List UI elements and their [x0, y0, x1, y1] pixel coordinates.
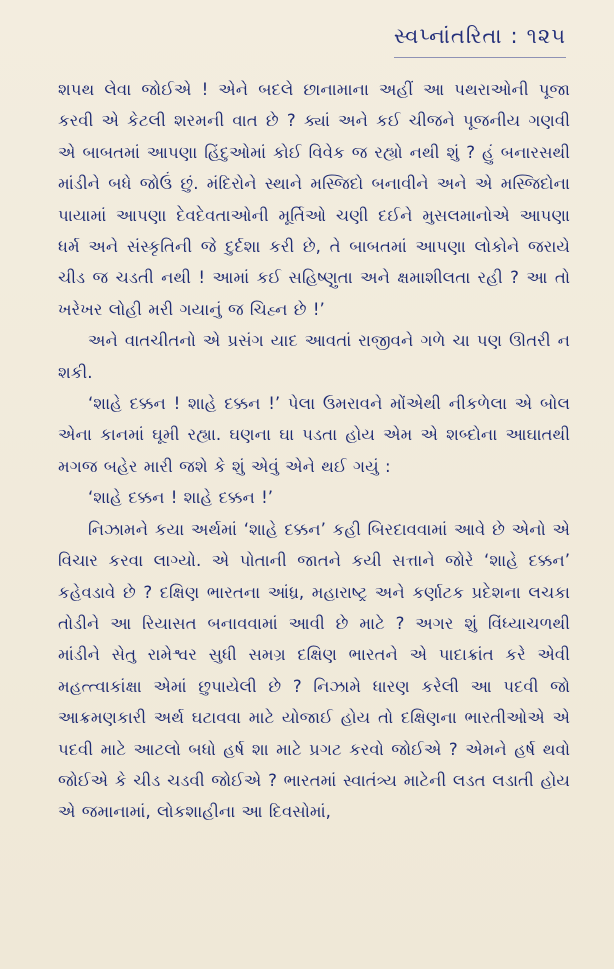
page-number: ૧૨૫ [526, 24, 566, 48]
quoted-line: ‘શાહે દક્કન ! શાહે દક્કન !’ [88, 488, 274, 508]
running-head-separator: : [510, 24, 519, 48]
paragraph: નિઝામને કયા અર્થમાં ‘શાહે દક્કન’ કહી બિરદાવવામાં આવે છે એનો એ વિચાર કરવા લાગ્યો. એ પોતાની જાતને કયી સત્તાને જોરે ‘શાહે દક્કન’ કહેવડાવે છે ? દક્ષિણ ભારતના આંધ્ર, મહારાષ્ટ્ર અને કર્ણાટક પ્રદેશના લચકા તોડીને આ રિયાસત બનાવવામાં આવી છે માટે ? અગર શું વિંધ્યાચળથી માંડીને સેતુ રામેશ્વર સુધી સમગ્ર દક્ષિણ ભારતને એ પાદાક્રાંત કરે એવી મહત્ત્વાકાંક્ષા એમાં છુપાયેલી છે ? નિઝામે ધારણ કરેલી આ પદવી જો આક્રમણકારી અર્થ ઘટાવવા માટે યોજાઈ હોય તો દક્ષિણના ભારતીઓએ એ પદવી માટે આટલો બધો હર્ષ શા માટે પ્રગટ કરવો જોઈએ ? એમને હર્ષ થવો જોઈએ કે ચીડ ચડવી જોઈએ ? ભારતમાં સ્વાતંત્ર્ય માટેની લડત લડાતી હોય એ જમાનામાં, લોકશાહીના આ દિવસોમાં, [58, 519, 570, 822]
paragraph: અને વાતચીતનો એ પ્રસંગ યાદ આવતાં રાજીવને ગળે ચા પણ ઊતરી ન શકી. [58, 331, 570, 382]
paragraph: ‘શાહે દક્કન ! શાહે દક્કન !’ પેલા ઉમરાવને મોંએથી નીકળેલા એ બોલ એના કાનમાં ઘૂમી રહ્યા. ઘણના ઘા પડતા હોય એમ એ શબ્દોના આઘાતથી મગજ બહેર મારી જશે કે શું એવું એને થઈ ગયું : [58, 394, 570, 476]
running-head-title: સ્વપ્નાંતરિતા [393, 24, 503, 48]
body-text [58, 74, 570, 828]
running-head [394, 26, 566, 58]
paragraph: શપથ લેવા જોઈએ ! એને બદલે છાનામાના અહીં આ પથરાઓની પૂજા કરવી એ કેટલી શરમની વાત છે ? ક્યાં અને કઈ ચીજને પૂજનીય ગણવી એ બાબતમાં આપણા હિંદુઓમાં કોઈ વિવેક જ રહ્યો નથી શું ? હું બનારસથી માંડીને બધે જોઉં છું. મંદિરોને સ્થાને મસ્જિદો બનાવીને અને એ મસ્જિદોના પાયામાં આપણા દેવદેવતાઓની મૂર્તિઓ ચણી દઈને મુસલમાનોએ આપણા ધર્મ અને સંસ્કૃતિની જે દુર્દશા કરી છે, તે બાબતમાં આપણા લોકોને જરાયે ચીડ જ ચડતી નથી ! આમાં કઈ સહિષ્ણુતા અને ક્ષમાશીલતા રહી ? આ તો ખરેખર લોહી મરી ગયાનું જ ચિહ્ન છે !’ [58, 80, 570, 319]
